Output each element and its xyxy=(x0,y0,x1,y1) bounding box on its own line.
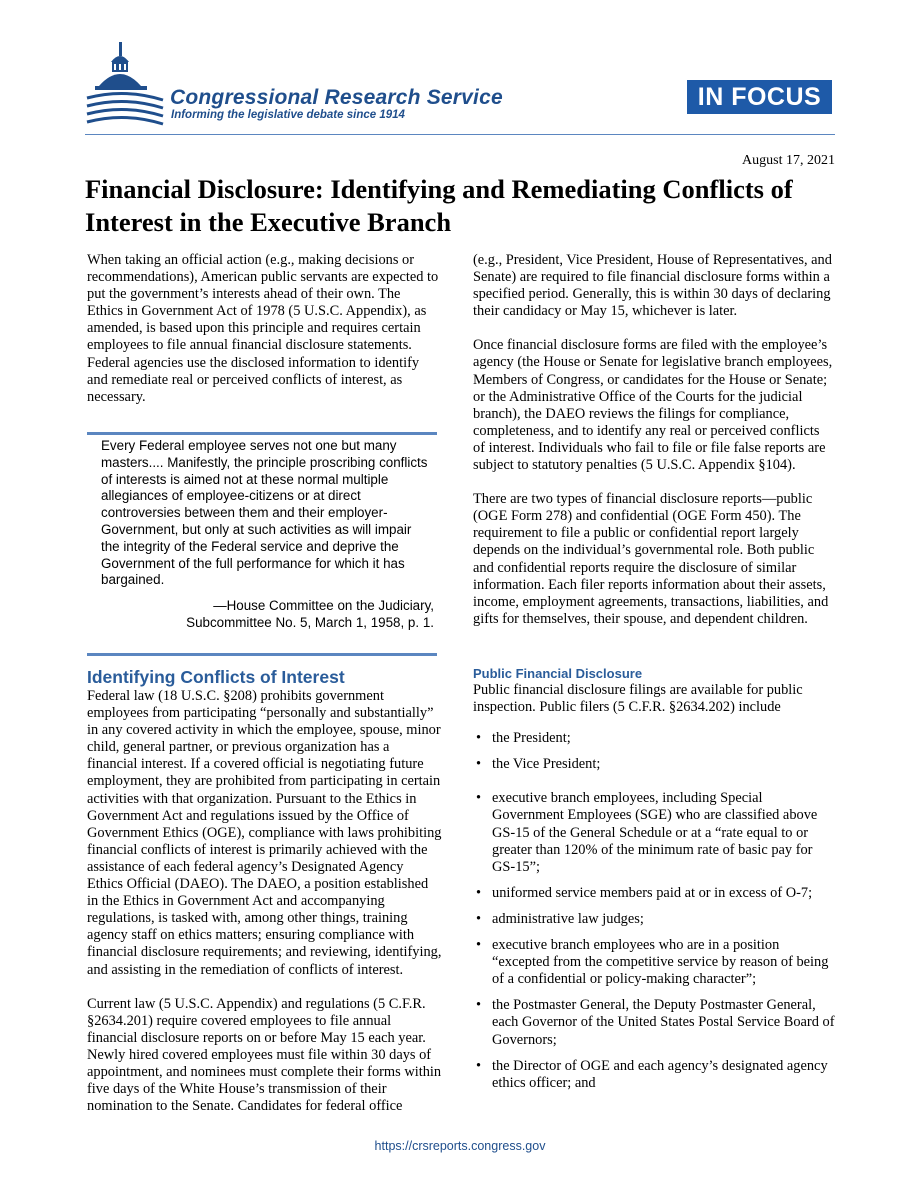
list-item: • the Director of OGE and each agency’s designated agency ethics officer; and xyxy=(476,1057,828,1091)
quote-attribution xyxy=(101,598,434,632)
subsection-heading: Public Financial Disclosure xyxy=(473,666,643,681)
list-item: • the President; xyxy=(476,730,571,747)
bullet-icon: • xyxy=(476,756,482,773)
list-item: • the Postmaster General, the Deputy Postmaster General, each Governor of the United States Postal Service Board of Governors; xyxy=(476,997,835,1048)
bullet-icon: • xyxy=(476,910,482,927)
bullet-icon: • xyxy=(476,937,482,954)
right-column xyxy=(473,252,835,645)
in-focus-badge: IN FOCUS xyxy=(687,80,832,114)
right-paragraph-3: There are two types of financial disclosure reports—public (OGE Form 278) and confidential (OGE Form 450). The requirement to file a public or confidential report largely depends on the individual’s governmental role. Both public and confidential reports require the disclosure of similar information. Each filer reports information about their assets, income, employment agreements, transactions, liabilities, and gifts for themselves, their spouse, and dependent children. xyxy=(473,491,829,627)
publication-date: August 17, 2021 xyxy=(742,153,835,168)
bullet-icon: • xyxy=(476,730,482,747)
org-tagline: Informing the legislative debate since 1914 xyxy=(171,109,405,121)
header-divider xyxy=(85,134,835,135)
org-name: Congressional Research Service xyxy=(170,86,503,109)
right-paragraph-2: Once financial disclosure forms are filed with the employee’s agency (the House or Senate for legislative branch employees, Members of Congress, or candidates for the House or Senate; or the Administrative Office of the Courts for the judicial branch), the DAEO reviews the filings for compliance, completeness, and to identify any real or perceived conflicts of interest. Individuals who fail to file or file false reports are subject to statutory penalties (5 U.S.C. Appendix §104). xyxy=(473,337,833,474)
quote-attribution-line1: —House Committee on the Judiciary, xyxy=(213,598,434,613)
section-heading: Identifying Conflicts of Interest xyxy=(87,667,345,687)
section-paragraph-2: Current law (5 U.S.C. Appendix) and regulations (5 C.F.R. §2634.201) require covered employees to file annual financial disclosure reports on or before May 15 each year. Newly hired covered employees must file within 30 days of appointment, and nominees must complete their forms within five days of the White House’s transmission of their nomination to the Senate. Candidates for federal office xyxy=(87,995,442,1115)
list-item: • uniformed service members paid at or in excess of O-7; xyxy=(476,884,813,901)
bullet-icon: • xyxy=(476,1057,482,1074)
quote-text: Every Federal employee serves not one but many masters.... Manifestly, the principle proscribing conflicts of interests is aimed not at these normal multiple allegiances of employee-citizens or at direct controversies between them and their employer-Government, but only at such activities as will impair the integrity of the Federal service and deprive the Government of the full performance for which it has bargained. xyxy=(101,438,428,588)
section-body xyxy=(87,688,442,1132)
intro-paragraph: When taking an official action (e.g., making decisions or recommendations), American public servants are expected to put the government’s interests ahead of their own. The Ethics in Government Act of 1978 (5 U.S.C. Appendix), as amended, is based upon this principle and requires certain employees to file annual financial disclosure statements. Federal agencies use the disclosed information to identify and remediate real or perceived conflicts of interest, as necessary. xyxy=(87,252,439,405)
public-intro: Public financial disclosure filings are available for public inspection. Public filers (5 C.F.R. §2634.202) include xyxy=(473,682,803,716)
capitol-dome-logo xyxy=(85,40,165,130)
footer-url[interactable]: https://crsreports.congress.gov xyxy=(374,1139,546,1153)
quote-attribution-line2: Subcommittee No. 5, March 1, 1958, p. 1. xyxy=(186,614,434,630)
list-item: • executive branch employees who are in a position “excepted from the competitive service by reason of being of a confidential or policy-making character”; xyxy=(476,937,829,988)
right-paragraph-1: (e.g., President, Vice President, House of Representatives, and Senate) are required to file financial disclosure forms within a specified period. Generally, this is within 30 days of declaring their candidacy or May 15, whichever is later. xyxy=(473,252,832,320)
bullet-icon: • xyxy=(476,884,482,901)
public-disclosure-body xyxy=(473,682,835,1101)
list-item: • administrative law judges; xyxy=(476,910,644,927)
bullet-icon: • xyxy=(476,997,482,1014)
list-item: • the Vice President; xyxy=(476,756,601,773)
public-filers-list xyxy=(473,730,835,1092)
page-title: Financial Disclosure: Identifying and Remediating Conflicts of Interest in the Executive Branch xyxy=(85,174,793,237)
bullet-icon: • xyxy=(476,790,482,807)
section-paragraph-1: Federal law (18 U.S.C. §208) prohibits government employees from participating “personally and substantially” in any covered activity in which the employee, spouse, minor child, general partner, or previous organization has a financial interest. If a covered official is negotiating future employment, they are prohibited from participating in certain activities with that organization. Pursuant to the Ethics in Government Act and regulations issued by the Office of Government Ethics (OGE), compliance with laws prohibiting financial conflicts of interest is primarily achieved with the assistance of each federal agency’s Designated Agency Ethics Official (DAEO). The DAEO, a position established in the Ethics in Government Act and accompanying regulations, is tasked with, among other things, training agency staff on ethics matters; ensuring compliance with financial disclosure requirements; and reviewing, identifying, and assisting in the remediation of conflicts of interest. xyxy=(87,688,442,978)
list-item: • executive branch employees, including Special Government Employees (SGE) who are classified above GS-15 of the General Schedule or at a “rate equal to or greater than 120% of the minimum rate of basic pay for GS-15”; xyxy=(476,790,818,875)
intro-column xyxy=(87,252,439,423)
